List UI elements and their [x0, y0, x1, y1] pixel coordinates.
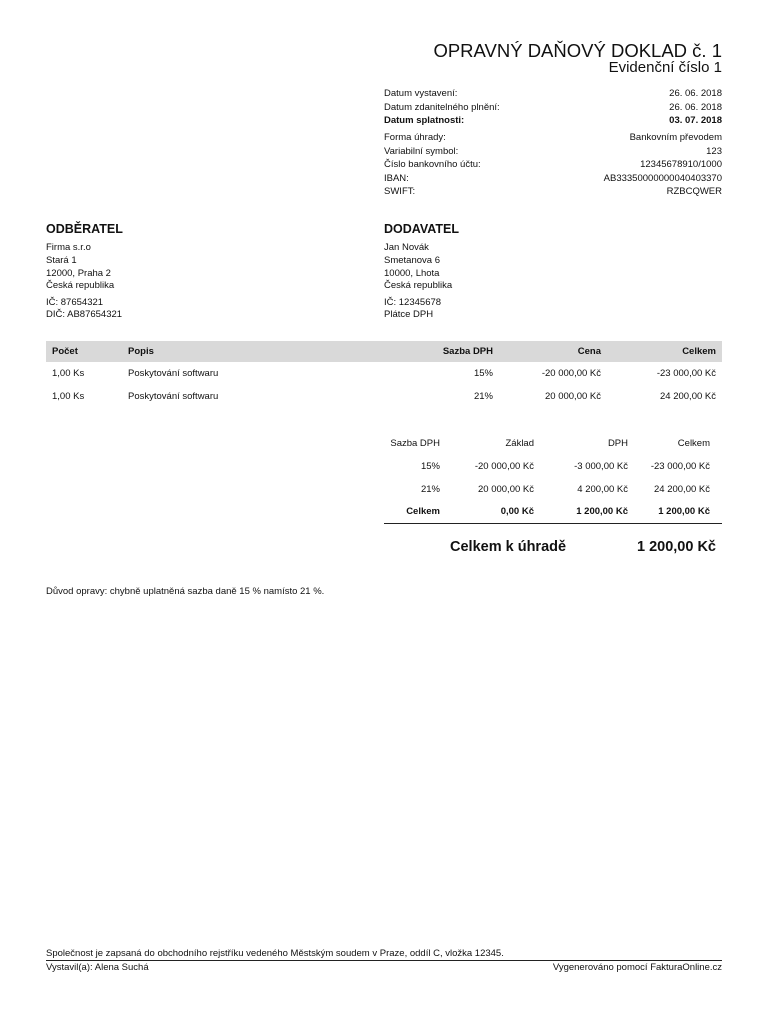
item-description: Poskytování softwaru — [128, 391, 219, 402]
item-price: -20 000,00 Kč — [541, 368, 601, 379]
col-total: Celkem — [682, 346, 716, 357]
swift-label: SWIFT: — [384, 186, 416, 197]
iban-value: AB33350000000040403370 — [603, 172, 722, 184]
table-row — [46, 385, 722, 408]
issue-date-label: Datum vystavení: — [384, 88, 458, 99]
supplier-name: Jan Novák — [384, 242, 429, 253]
item-description: Poskytování softwaru — [128, 368, 219, 379]
taxable-date-label: Datum zdanitelného plnění: — [384, 101, 500, 113]
vat-amount: -3 000,00 Kč — [574, 461, 628, 472]
item-total: 24 200,00 Kč — [660, 391, 716, 402]
vat-total: 24 200,00 Kč — [654, 484, 710, 495]
vat-col-vat: DPH — [607, 438, 628, 449]
vat-base: -20 000,00 Kč — [474, 461, 534, 472]
registry-note: Společnost je zapsaná do obchodního rejstříku vedeného Městským soudem v Praze, oddíl C, vložka 12345. — [46, 948, 504, 959]
vat-total-vat: 1 200,00 Kč — [576, 506, 628, 517]
vat-base: 20 000,00 Kč — [478, 484, 534, 495]
footer-divider — [46, 960, 722, 961]
col-description: Popis — [128, 346, 154, 357]
vat-total: -23 000,00 Kč — [650, 461, 710, 472]
col-quantity: Počet — [52, 346, 78, 357]
item-vat-rate: 15% — [473, 368, 493, 379]
vat-col-base: Základ — [505, 438, 534, 449]
col-price: Cena — [577, 346, 601, 357]
customer-dic: DIČ: AB87654321 — [46, 309, 123, 321]
generated-by: Vygenerováno pomocí FakturaOnline.cz — [552, 962, 722, 973]
payment-method-label: Forma úhrady: — [384, 132, 446, 143]
item-quantity: 1,00 Ks — [52, 368, 85, 379]
vat-col-rate: Sazba DPH — [390, 438, 440, 449]
vat-rate: 15% — [420, 461, 440, 472]
supplier-city: 10000, Lhota — [384, 267, 440, 279]
vat-amount: 4 200,00 Kč — [577, 484, 628, 495]
items-table-header — [46, 341, 722, 362]
customer-heading: ODBĚRATEL — [46, 222, 123, 236]
taxable-date-value: 26. 06. 2018 — [669, 101, 722, 113]
supplier-street: Smetanova 6 — [384, 254, 440, 266]
customer-block — [46, 222, 346, 322]
variable-symbol-label: Variabilní symbol: — [384, 145, 459, 157]
vat-total-sum: 1 200,00 Kč — [658, 506, 710, 517]
swift-row — [384, 185, 722, 199]
due-date-value: 03. 07. 2018 — [669, 115, 722, 126]
supplier-country: Česká republika — [384, 280, 453, 292]
vat-total-base: 0,00 Kč — [500, 506, 534, 517]
issue-date-value: 26. 06. 2018 — [669, 88, 722, 99]
amount-due-value: 1 200,00 Kč — [636, 539, 716, 555]
item-total: -23 000,00 Kč — [656, 368, 716, 379]
due-date-label: Datum splatnosti: — [384, 115, 465, 126]
supplier-vat-status: Plátce DPH — [384, 309, 434, 321]
customer-country: Česká republika — [46, 280, 115, 292]
supplier-ico: IČ: 12345678 — [384, 296, 442, 308]
variable-symbol-row — [384, 145, 722, 159]
amount-due-label: Celkem k úhradě — [450, 539, 567, 555]
issue-date-row — [384, 87, 722, 101]
bank-account-row — [384, 158, 722, 172]
document-number: Evidenční číslo 1 — [608, 59, 722, 76]
iban-label: IBAN: — [384, 172, 409, 184]
taxable-date-row — [384, 101, 722, 115]
vat-col-total: Celkem — [677, 438, 710, 449]
payment-method-value: Bankovním převodem — [629, 132, 722, 143]
iban-row — [384, 172, 722, 186]
items-table — [46, 341, 722, 408]
swift-value: RZBCQWER — [666, 186, 722, 197]
vat-summary-total-row — [384, 501, 722, 524]
payment-method-row — [384, 131, 722, 145]
item-vat-rate: 21% — [473, 391, 493, 402]
customer-city: 12000, Praha 2 — [46, 267, 111, 279]
supplier-heading: DODAVATEL — [384, 222, 459, 236]
table-row — [384, 455, 722, 478]
payment-block — [384, 131, 722, 199]
bank-account-value: 12345678910/1000 — [640, 159, 722, 170]
table-row — [46, 362, 722, 385]
customer-street: Stará 1 — [46, 254, 77, 266]
vat-rate: 21% — [420, 484, 440, 495]
col-vat-rate: Sazba DPH — [442, 346, 493, 357]
bank-account-label: Číslo bankovního účtu: — [384, 159, 481, 170]
customer-name: Firma s.r.o — [46, 242, 91, 253]
document-title: OPRAVNÝ DAŇOVÝ DOKLAD č. 1 — [433, 40, 722, 61]
item-quantity: 1,00 Ks — [52, 391, 85, 402]
table-row — [384, 478, 722, 501]
customer-ico: IČ: 87654321 — [46, 296, 104, 308]
variable-symbol-value: 123 — [706, 145, 722, 157]
issued-by: Vystavil(a): Alena Suchá — [46, 962, 149, 973]
vat-total-label: Celkem — [406, 506, 440, 517]
dates-block — [384, 87, 722, 128]
vat-summary-table — [384, 432, 722, 524]
supplier-block — [384, 222, 684, 322]
item-price: 20 000,00 Kč — [545, 391, 601, 402]
vat-summary-header — [384, 432, 722, 455]
due-date-row — [384, 114, 722, 128]
correction-reason: Důvod opravy: chybně uplatněná sazba daně 15 % namísto 21 %. — [46, 586, 325, 597]
